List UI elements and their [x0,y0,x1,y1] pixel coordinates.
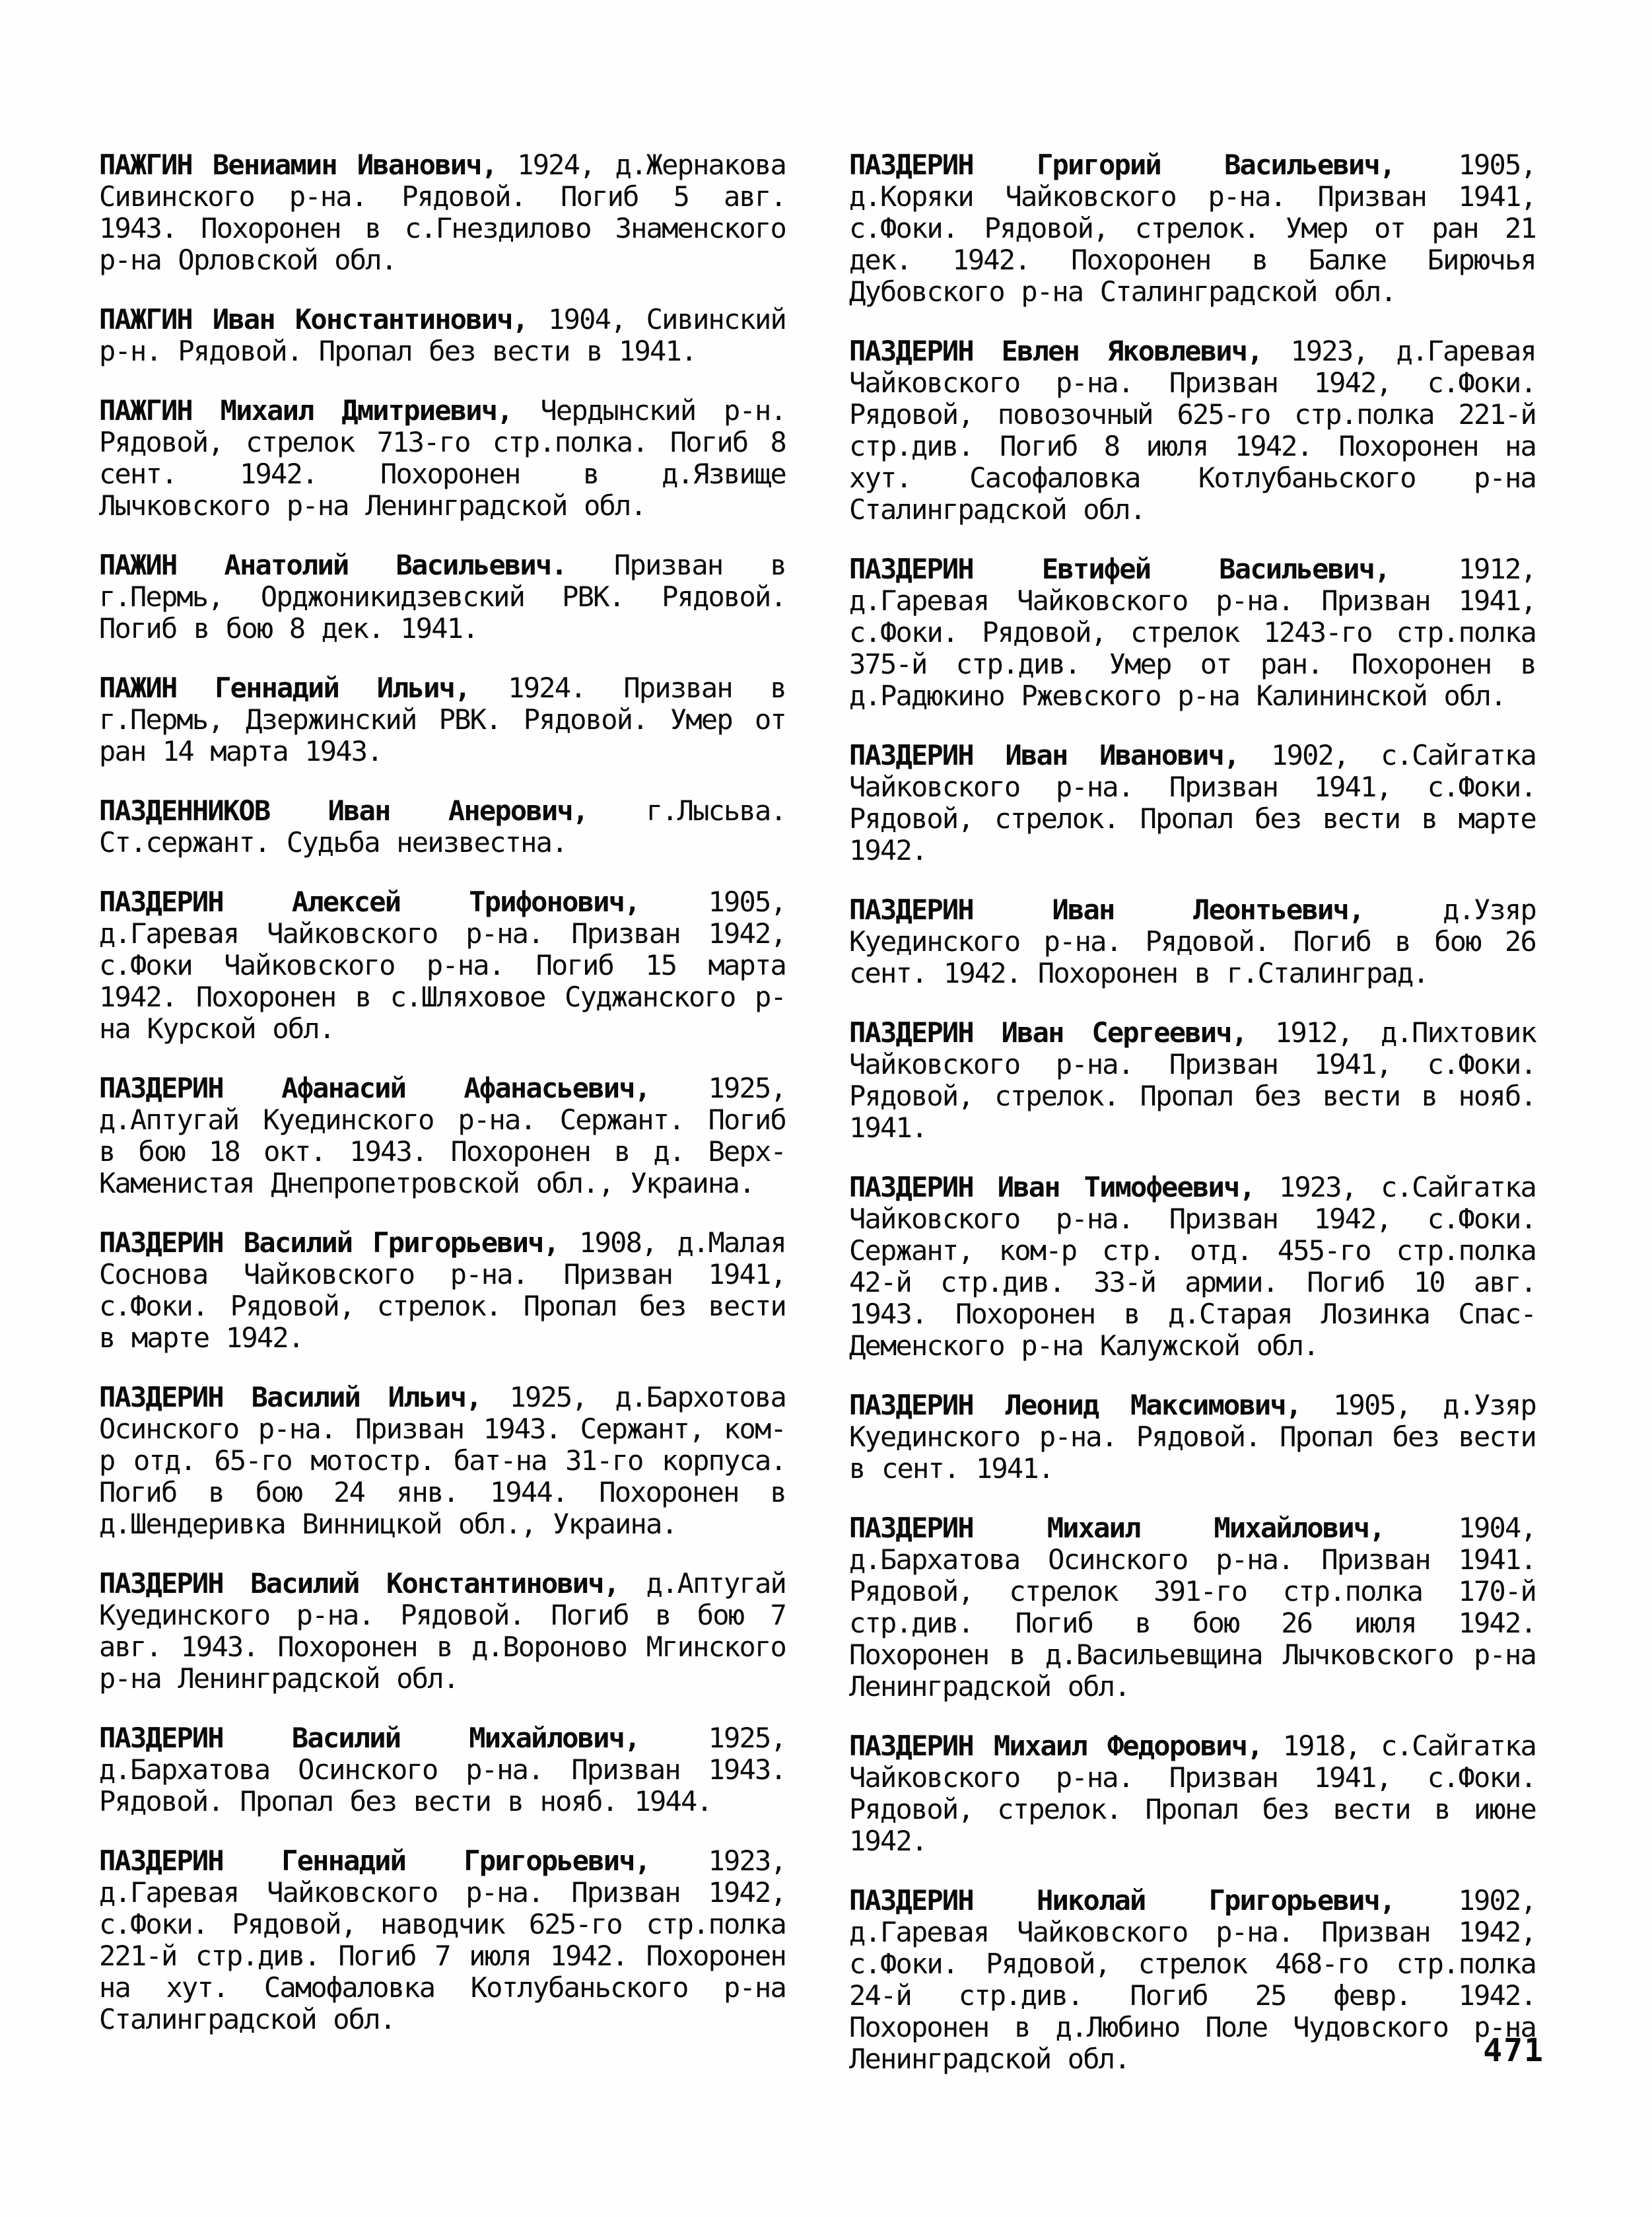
memorial-entry: ПАЗДЕРИН Василий Григорьевич, 1908, д.Малая Соснова Чайковского р-на. Призван 1941, с.Фоки. Рядовой, стрелок. Пропал без вести в марте 1942. [99,1226,786,1354]
entry-person-name: ПАЗДЕРИН Иван Тимофеевич, [849,1171,1255,1203]
page-content [99,149,1536,2103]
entry-person-name: ПАЗДЕРИН Василий Григорьевич, [99,1226,559,1259]
memorial-entry: ПАЗДЕРИН Михаил Федорович, 1918, с.Сайгатка Чайковского р-на. Призван 1941, с.Фоки. Рядовой, стрелок. Пропал без вести в июне 1942. [849,1730,1536,1857]
entry-person-name: ПАЗДЕРИН Михаил Федорович, [849,1730,1262,1762]
right-column [849,149,1536,2103]
entry-person-name: ПАЗДЕРИН Евлен Яковлевич, [849,335,1262,367]
entry-person-name: ПАЗДЕРИН Иван Иванович, [849,739,1239,771]
entry-person-name: ПАЗДЕРИН Василий Ильич, [99,1381,481,1413]
memorial-entry: ПАЗДЕРИН Алексей Трифонович, 1905, д.Гаревая Чайковского р-на. Призван 1942, с.Фоки Чайковского р-на. Погиб 15 марта 1942. Похоронен в с.Шляховое Суджанского р-на Курской обл. [99,886,786,1045]
memorial-entry: ПАЗДЕРИН Василий Михайлович, 1925, д.Бархатова Осинского р-на. Призван 1943. Рядовой. Пропал без вести в нояб. 1944. [99,1722,786,1817]
entry-person-name: ПАЖИН Геннадий Ильич, [99,672,470,704]
entry-person-name: ПАЗДЕРИН Василий Михайлович, [99,1722,640,1754]
memorial-entry: ПАЗДЕРИН Василий Константинович, д.Аптугай Куединского р-на. Рядовой. Погиб в бою 7 авг. 1943. Похоронен в д.Вороново Мгинского р-на Ленинградской обл. [99,1567,786,1695]
entry-person-name: ПАЖГИН Вениамин Иванович, [99,149,497,181]
entry-person-name: ПАЗДЕРИН Геннадий Григорьевич, [99,1845,650,1877]
memorial-entry: ПАЗДЕРИН Евтифей Васильевич, 1912, д.Гаревая Чайковского р-на. Призван 1941, с.Фоки. Рядовой, стрелок 1243-го стр.полка 375-й стр.див. Умер от ран. Похоронен в д.Радюкино Ржевского р-на Калининской обл. [849,553,1536,712]
entry-person-name: ПАЗДЕРИН Евтифей Васильевич, [849,553,1390,585]
memorial-entry: ПАЗДЕРИН Григорий Васильевич, 1905, д.Коряки Чайковского р-на. Призван 1941, с.Фоки. Рядовой, стрелок. Умер от ран 21 дек. 1942. Похоронен в Балке Бирючья Дубовского р-на Сталинградской обл. [849,149,1536,308]
memorial-entry: ПАЗДЕРИН Василий Ильич, 1925, д.Бархотова Осинского р-на. Призван 1943. Сержант, ком-р отд. 65-го мотостр. бат-на 31-го корпуса. Погиб в бою 24 янв. 1944. Похоронен в д.Шендеривка Винницкой обл., Украина. [99,1381,786,1540]
memorial-entry: ПАЗДЕРИН Евлен Яковлевич, 1923, д.Гаревая Чайковского р-на. Призван 1942, с.Фоки. Рядовой, повозочный 625-го стр.полка 221-й стр.див. Погиб 8 июля 1942. Похоронен на хут. Сасофаловка Котлубаньского р-на Сталинградской обл. [849,335,1536,526]
entry-person-name: ПАЖИН Анатолий Васильевич. [99,549,567,581]
memorial-entry: ПАЗДЕРИН Афанасий Афанасьевич, 1925, д.Аптугай Куединского р-на. Сержант. Погиб в бою 18 окт. 1943. Похоронен в д. Верх-Каменистая Днепропетровской обл., Украина. [99,1072,786,1199]
memorial-entry: ПАЗДЕРИН Геннадий Григорьевич, 1923, д.Гаревая Чайковского р-на. Призван 1942, с.Фоки. Рядовой, наводчик 625-го стр.полка 221-й стр.див. Погиб 7 июля 1942. Похоронен на хут. Самофаловка Котлубаньского р-на Сталинградской обл. [99,1845,786,2035]
entry-person-name: ПАЗДЕРИН Иван Сергеевич, [849,1016,1247,1049]
entry-person-name: ПАЗДЕРИН Григорий Васильевич, [849,149,1395,181]
entry-person-name: ПАЗДЕРИН Николай Григорьевич, [849,1884,1395,1917]
memorial-entry: ПАЖИН Геннадий Ильич, 1924. Призван в г.Пермь, Дзержинский РВК. Рядовой. Умер от ран 14 марта 1943. [99,672,786,767]
entry-person-name: ПАЗДЕННИКОВ Иван Анерович, [99,794,588,827]
memorial-entry: ПАЗДЕРИН Леонид Максимович, 1905, д.Узяр Куединского р-на. Рядовой. Пропал без вести в сент. 1941. [849,1389,1536,1485]
memorial-entry: ПАЖГИН Вениамин Иванович, 1924, д.Жернакова Сивинского р-на. Рядовой. Погиб 5 авг. 1943. Похоронен в с.Гнездилово Знаменского р-на Орловской обл. [99,149,786,276]
entry-person-name: ПАЗДЕРИН Иван Леонтьевич, [849,894,1364,926]
entry-person-name: ПАЗДЕРИН Афанасий Афанасьевич, [99,1072,650,1104]
memorial-entry: ПАЗДЕРИН Иван Сергеевич, 1912, д.Пихтовик Чайковского р-на. Призван 1941, с.Фоки. Рядовой, стрелок. Пропал без вести в нояб. 1941. [849,1016,1536,1144]
memorial-entry: ПАЗДЕРИН Иван Иванович, 1902, с.Сайгатка Чайковского р-на. Призван 1941, с.Фоки. Рядовой, стрелок. Пропал без вести в марте 1942. [849,739,1536,866]
memorial-entry: ПАЖИН Анатолий Васильевич. Призван в г.Пермь, Орджоникидзевский РВК. Рядовой. Погиб в бою 8 дек. 1941. [99,549,786,645]
memorial-entry: ПАЗДЕРИН Николай Григорьевич, 1902, д.Гаревая Чайковского р-на. Призван 1942, с.Фоки. Рядовой, стрелок 468-го стр.полка 24-й стр.див. Погиб 25 февр. 1942. Похоронен в д.Любино Поле Чудовского р-на Ленинградской обл. [849,1884,1536,2075]
entry-person-name: ПАЖГИН Михаил Дмитриевич, [99,394,512,427]
left-column [99,149,786,2063]
page-number: 471 [1483,2032,1544,2069]
entry-person-name: ПАЗДЕРИН Алексей Трифонович, [99,886,640,918]
memorial-entry: ПАЖГИН Михаил Дмитриевич, Чердынский р-н. Рядовой, стрелок 713-го стр.полка. Погиб 8 сент. 1942. Похоронен в д.Язвище Лычковского р-на Ленинградской обл. [99,394,786,522]
entry-person-name: ПАЗДЕРИН Леонид Максимович, [849,1389,1301,1421]
memorial-entry: ПАЗДЕРИН Иван Леонтьевич, д.Узяр Куединского р-на. Рядовой. Погиб в бою 26 сент. 1942. Похоронен в г.Сталинград. [849,894,1536,989]
memorial-entry: ПАЗДЕРИН Иван Тимофеевич, 1923, с.Сайгатка Чайковского р-на. Призван 1942, с.Фоки. Сержант, ком-р стр. отд. 455-го стр.полка 42-й стр.див. 33-й армии. Погиб 10 авг. 1943. Похоронен в д.Старая Лозинка Спас-Деменского р-на Калужской обл. [849,1171,1536,1362]
entry-person-name: ПАЗДЕРИН Михаил Михайлович, [849,1512,1385,1544]
memorial-entry: ПАЗДЕННИКОВ Иван Анерович, г.Лысьва. Ст.сержант. Судьба неизвестна. [99,794,786,859]
memorial-entry: ПАЖГИН Иван Константинович, 1904, Сивинский р-н. Рядовой. Пропал без вести в 1941. [99,303,786,367]
entry-person-name: ПАЖГИН Иван Константинович, [99,303,528,335]
entry-person-name: ПАЗДЕРИН Василий Константинович, [99,1567,619,1600]
memorial-entry: ПАЗДЕРИН Михаил Михайлович, 1904, д.Бархатова Осинского р-на. Призван 1941. Рядовой, стрелок 391-го стр.полка 170-й стр.див. Погиб в бою 26 июля 1942. Похоронен в д.Васильевщина Лычковского р-на Ленинградской обл. [849,1512,1536,1703]
